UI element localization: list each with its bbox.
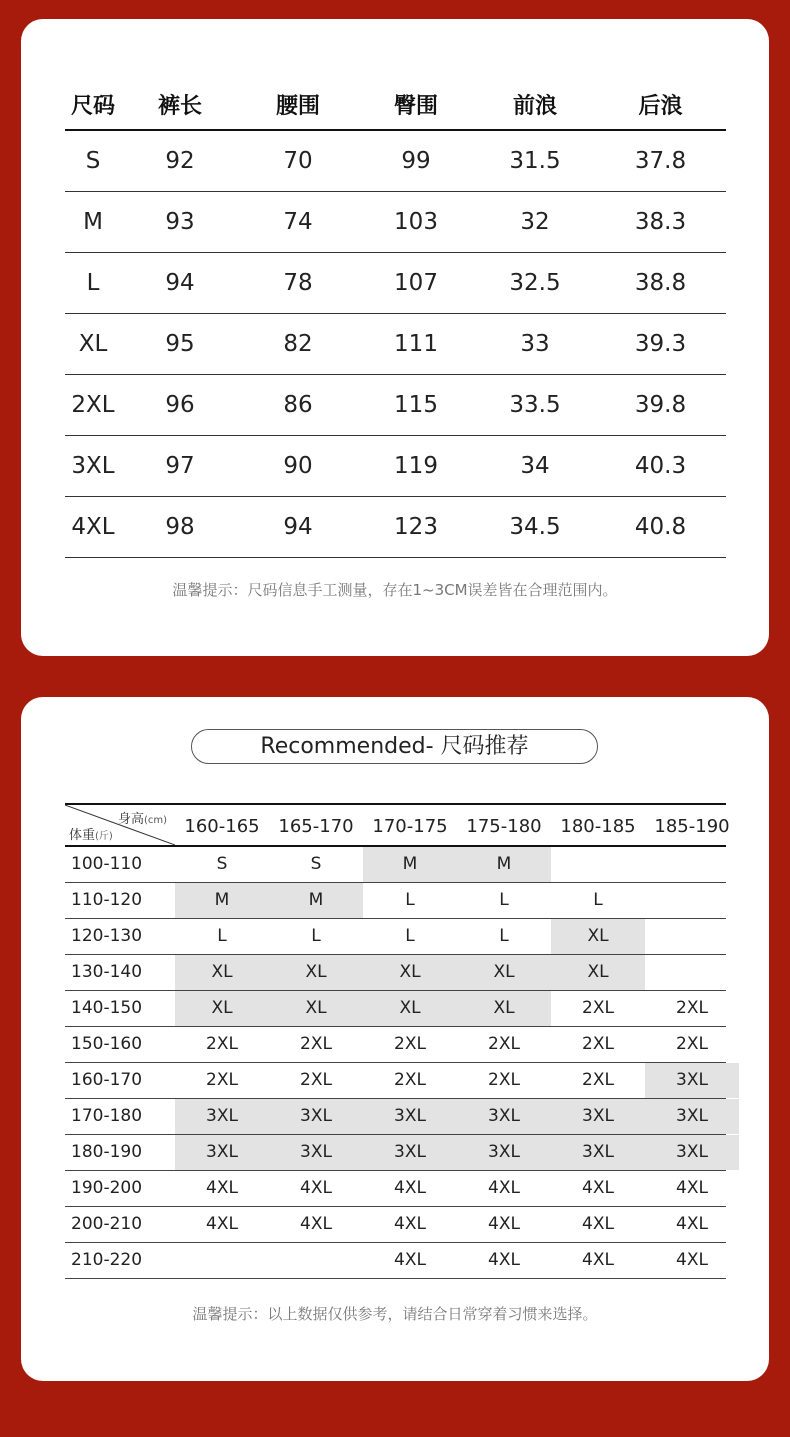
recommended-size: 2XL	[676, 998, 708, 1018]
recommended-size: L	[405, 890, 415, 910]
recommended-size: 3XL	[269, 1099, 363, 1134]
size-value: 98	[165, 514, 195, 540]
recommended-size: 4XL	[300, 1214, 332, 1234]
recommended-size: 3XL	[645, 1135, 739, 1170]
recommended-size: M	[457, 847, 551, 882]
size-value: 38.3	[634, 209, 687, 235]
weight-range: 150-160	[71, 1034, 143, 1054]
recommended-size	[175, 1243, 269, 1278]
size-value: 119	[394, 453, 438, 479]
recommended-size: 4XL	[488, 1178, 520, 1198]
size-chart-card	[21, 19, 769, 656]
weight-range: 180-190	[71, 1142, 143, 1162]
size-value: 90	[283, 453, 313, 479]
recommended-size: 3XL	[269, 1135, 363, 1170]
size-value: 31.5	[509, 148, 561, 174]
recommended-size: 4XL	[206, 1178, 238, 1198]
size-value: 40.8	[634, 514, 687, 540]
corner-cell	[65, 805, 175, 845]
recommended-size: 4XL	[582, 1214, 614, 1234]
recommended-size: M	[269, 883, 363, 918]
recommend-card	[21, 697, 769, 1381]
recommended-size: 4XL	[676, 1250, 708, 1270]
recommended-size: XL	[175, 991, 269, 1026]
size-value: 95	[165, 331, 195, 357]
recommended-size	[645, 919, 739, 954]
size-label: 4XL	[71, 514, 115, 540]
recommended-size: 3XL	[363, 1099, 457, 1134]
size-value: 97	[165, 453, 195, 479]
height-range-header: 165-170	[278, 816, 354, 837]
recommended-size: 4XL	[394, 1250, 426, 1270]
recommended-size: XL	[363, 955, 457, 990]
recommended-size: L	[593, 890, 603, 910]
size-value: 115	[394, 392, 438, 418]
recommend-row	[65, 1063, 726, 1099]
size-chart-note: 温馨提示：尺码信息手工测量，存在1~3CM误差皆在合理范围内。	[172, 581, 618, 599]
recommend-row	[65, 955, 726, 991]
recommended-size: 2XL	[676, 1034, 708, 1054]
weight-range: 110-120	[71, 890, 143, 910]
height-label: 身高(cm)	[117, 812, 167, 827]
size-value: 32	[520, 209, 550, 235]
size-value: 103	[394, 209, 438, 235]
size-row	[65, 314, 726, 375]
size-value: 37.8	[634, 148, 687, 174]
recommend-row	[65, 1171, 726, 1207]
recommended-size: 4XL	[488, 1214, 520, 1234]
height-range-header: 175-180	[466, 816, 542, 837]
recommended-size: 2XL	[582, 1070, 614, 1090]
recommended-size: 2XL	[582, 998, 614, 1018]
size-row	[65, 192, 726, 253]
size-value: 92	[165, 148, 195, 174]
size-value: 38.8	[634, 270, 687, 296]
recommended-size: L	[311, 926, 321, 946]
size-row	[65, 497, 726, 558]
recommended-size: XL	[175, 955, 269, 990]
recommended-size: XL	[269, 955, 363, 990]
weight-range: 130-140	[71, 962, 143, 982]
size-header-cell: 尺码	[70, 93, 115, 119]
recommended-size	[645, 883, 739, 918]
size-value: 94	[283, 514, 313, 540]
weight-range: 210-220	[71, 1250, 143, 1270]
recommended-size: L	[499, 926, 509, 946]
recommended-size: 4XL	[676, 1178, 708, 1198]
size-value: 82	[283, 331, 313, 357]
size-table	[65, 79, 726, 558]
size-label: XL	[78, 331, 108, 357]
size-label: 2XL	[71, 392, 115, 418]
recommend-header	[65, 805, 730, 847]
recommended-size: 2XL	[394, 1070, 426, 1090]
size-value: 70	[283, 148, 313, 174]
size-value: 40.3	[634, 453, 687, 479]
weight-range: 170-180	[71, 1106, 143, 1126]
size-value: 34	[520, 453, 550, 479]
recommended-size: XL	[457, 991, 551, 1026]
size-label: L	[86, 270, 100, 296]
size-value: 78	[283, 270, 313, 296]
recommend-title: Recommended- 尺码推荐	[191, 729, 598, 764]
recommend-row	[65, 1027, 726, 1063]
recommended-size: 4XL	[300, 1178, 332, 1198]
recommended-size: L	[499, 890, 509, 910]
recommended-size	[551, 847, 645, 882]
recommended-size: 3XL	[175, 1135, 269, 1170]
recommend-row	[65, 1135, 726, 1171]
recommend-row	[65, 919, 726, 955]
recommend-row	[65, 991, 726, 1027]
recommended-size: 3XL	[363, 1135, 457, 1170]
recommended-size: S	[216, 854, 228, 874]
size-value: 33.5	[509, 392, 561, 418]
recommended-size	[645, 955, 739, 990]
recommend-row	[65, 1099, 726, 1135]
height-range-header: 185-190	[654, 816, 730, 837]
recommended-size: XL	[363, 991, 457, 1026]
weight-range: 120-130	[71, 926, 143, 946]
recommended-size: 4XL	[676, 1214, 708, 1234]
recommended-size: 4XL	[394, 1178, 426, 1198]
height-range-header: 180-185	[560, 816, 636, 837]
recommended-size	[269, 1243, 363, 1278]
size-header-cell: 裤长	[157, 93, 202, 119]
size-label: M	[83, 209, 103, 235]
weight-range: 190-200	[71, 1178, 143, 1198]
height-range-header: 160-165	[184, 816, 260, 837]
size-header-cell: 腰围	[275, 93, 320, 119]
weight-range: 200-210	[71, 1214, 143, 1234]
recommended-size: 3XL	[551, 1099, 645, 1134]
size-value: 33	[520, 331, 550, 357]
recommended-size: L	[405, 926, 415, 946]
size-label: S	[85, 148, 101, 174]
size-value: 111	[394, 331, 438, 357]
recommended-size: 2XL	[206, 1034, 238, 1054]
height-range-header: 170-175	[372, 816, 448, 837]
weight-range: 100-110	[71, 854, 143, 874]
recommended-size: 4XL	[394, 1214, 426, 1234]
recommended-size: 2XL	[488, 1034, 520, 1054]
recommended-size: 2XL	[300, 1034, 332, 1054]
size-table-header	[65, 79, 726, 131]
recommended-size: 3XL	[645, 1063, 739, 1098]
recommended-size: 4XL	[582, 1178, 614, 1198]
recommended-size: 2XL	[394, 1034, 426, 1054]
recommend-row	[65, 1207, 726, 1243]
size-row	[65, 375, 726, 436]
recommended-size	[645, 847, 739, 882]
recommended-size: 3XL	[457, 1099, 551, 1134]
recommended-size: S	[310, 854, 322, 874]
size-value: 34.5	[509, 514, 561, 540]
recommended-size: 2XL	[206, 1070, 238, 1090]
recommend-table	[65, 803, 730, 1279]
size-value: 94	[165, 270, 195, 296]
size-header-cell: 后浪	[638, 93, 683, 119]
size-value: 96	[165, 392, 195, 418]
weight-range: 140-150	[71, 998, 143, 1018]
recommended-size: 2XL	[488, 1070, 520, 1090]
recommended-size: 3XL	[645, 1099, 739, 1134]
recommended-size: 4XL	[488, 1250, 520, 1270]
recommended-size: XL	[551, 955, 645, 990]
size-value: 39.3	[634, 331, 687, 357]
size-label: 3XL	[71, 453, 115, 479]
recommended-size: 3XL	[551, 1135, 645, 1170]
size-row	[65, 436, 726, 497]
recommended-size: 2XL	[300, 1070, 332, 1090]
size-value: 107	[394, 270, 438, 296]
recommended-size: 4XL	[206, 1214, 238, 1234]
size-value: 32.5	[509, 270, 561, 296]
size-row	[65, 131, 726, 192]
size-value: 74	[283, 209, 313, 235]
weight-range: 160-170	[71, 1070, 143, 1090]
recommended-size: XL	[269, 991, 363, 1026]
recommended-size: 3XL	[175, 1099, 269, 1134]
recommended-size: L	[217, 926, 227, 946]
recommended-size: 4XL	[582, 1250, 614, 1270]
recommended-size: M	[363, 847, 457, 882]
size-value: 86	[283, 392, 313, 418]
size-header-cell: 臀围	[393, 93, 438, 119]
size-value: 93	[165, 209, 195, 235]
recommended-size: 2XL	[582, 1034, 614, 1054]
size-row	[65, 253, 726, 314]
recommended-size: M	[175, 883, 269, 918]
size-value: 99	[401, 148, 431, 174]
size-value: 123	[394, 514, 438, 540]
recommend-row	[65, 1243, 726, 1279]
recommended-size: XL	[457, 955, 551, 990]
weight-label: 体重(斤)	[69, 828, 113, 843]
recommended-size: XL	[551, 919, 645, 954]
size-header-cell: 前浪	[512, 93, 557, 119]
recommend-row	[65, 883, 726, 919]
size-value: 39.8	[634, 392, 687, 418]
recommend-row	[65, 847, 726, 883]
recommend-note: 温馨提示：以上数据仅供参考，请结合日常穿着习惯来选择。	[192, 1305, 598, 1323]
recommended-size: 3XL	[457, 1135, 551, 1170]
